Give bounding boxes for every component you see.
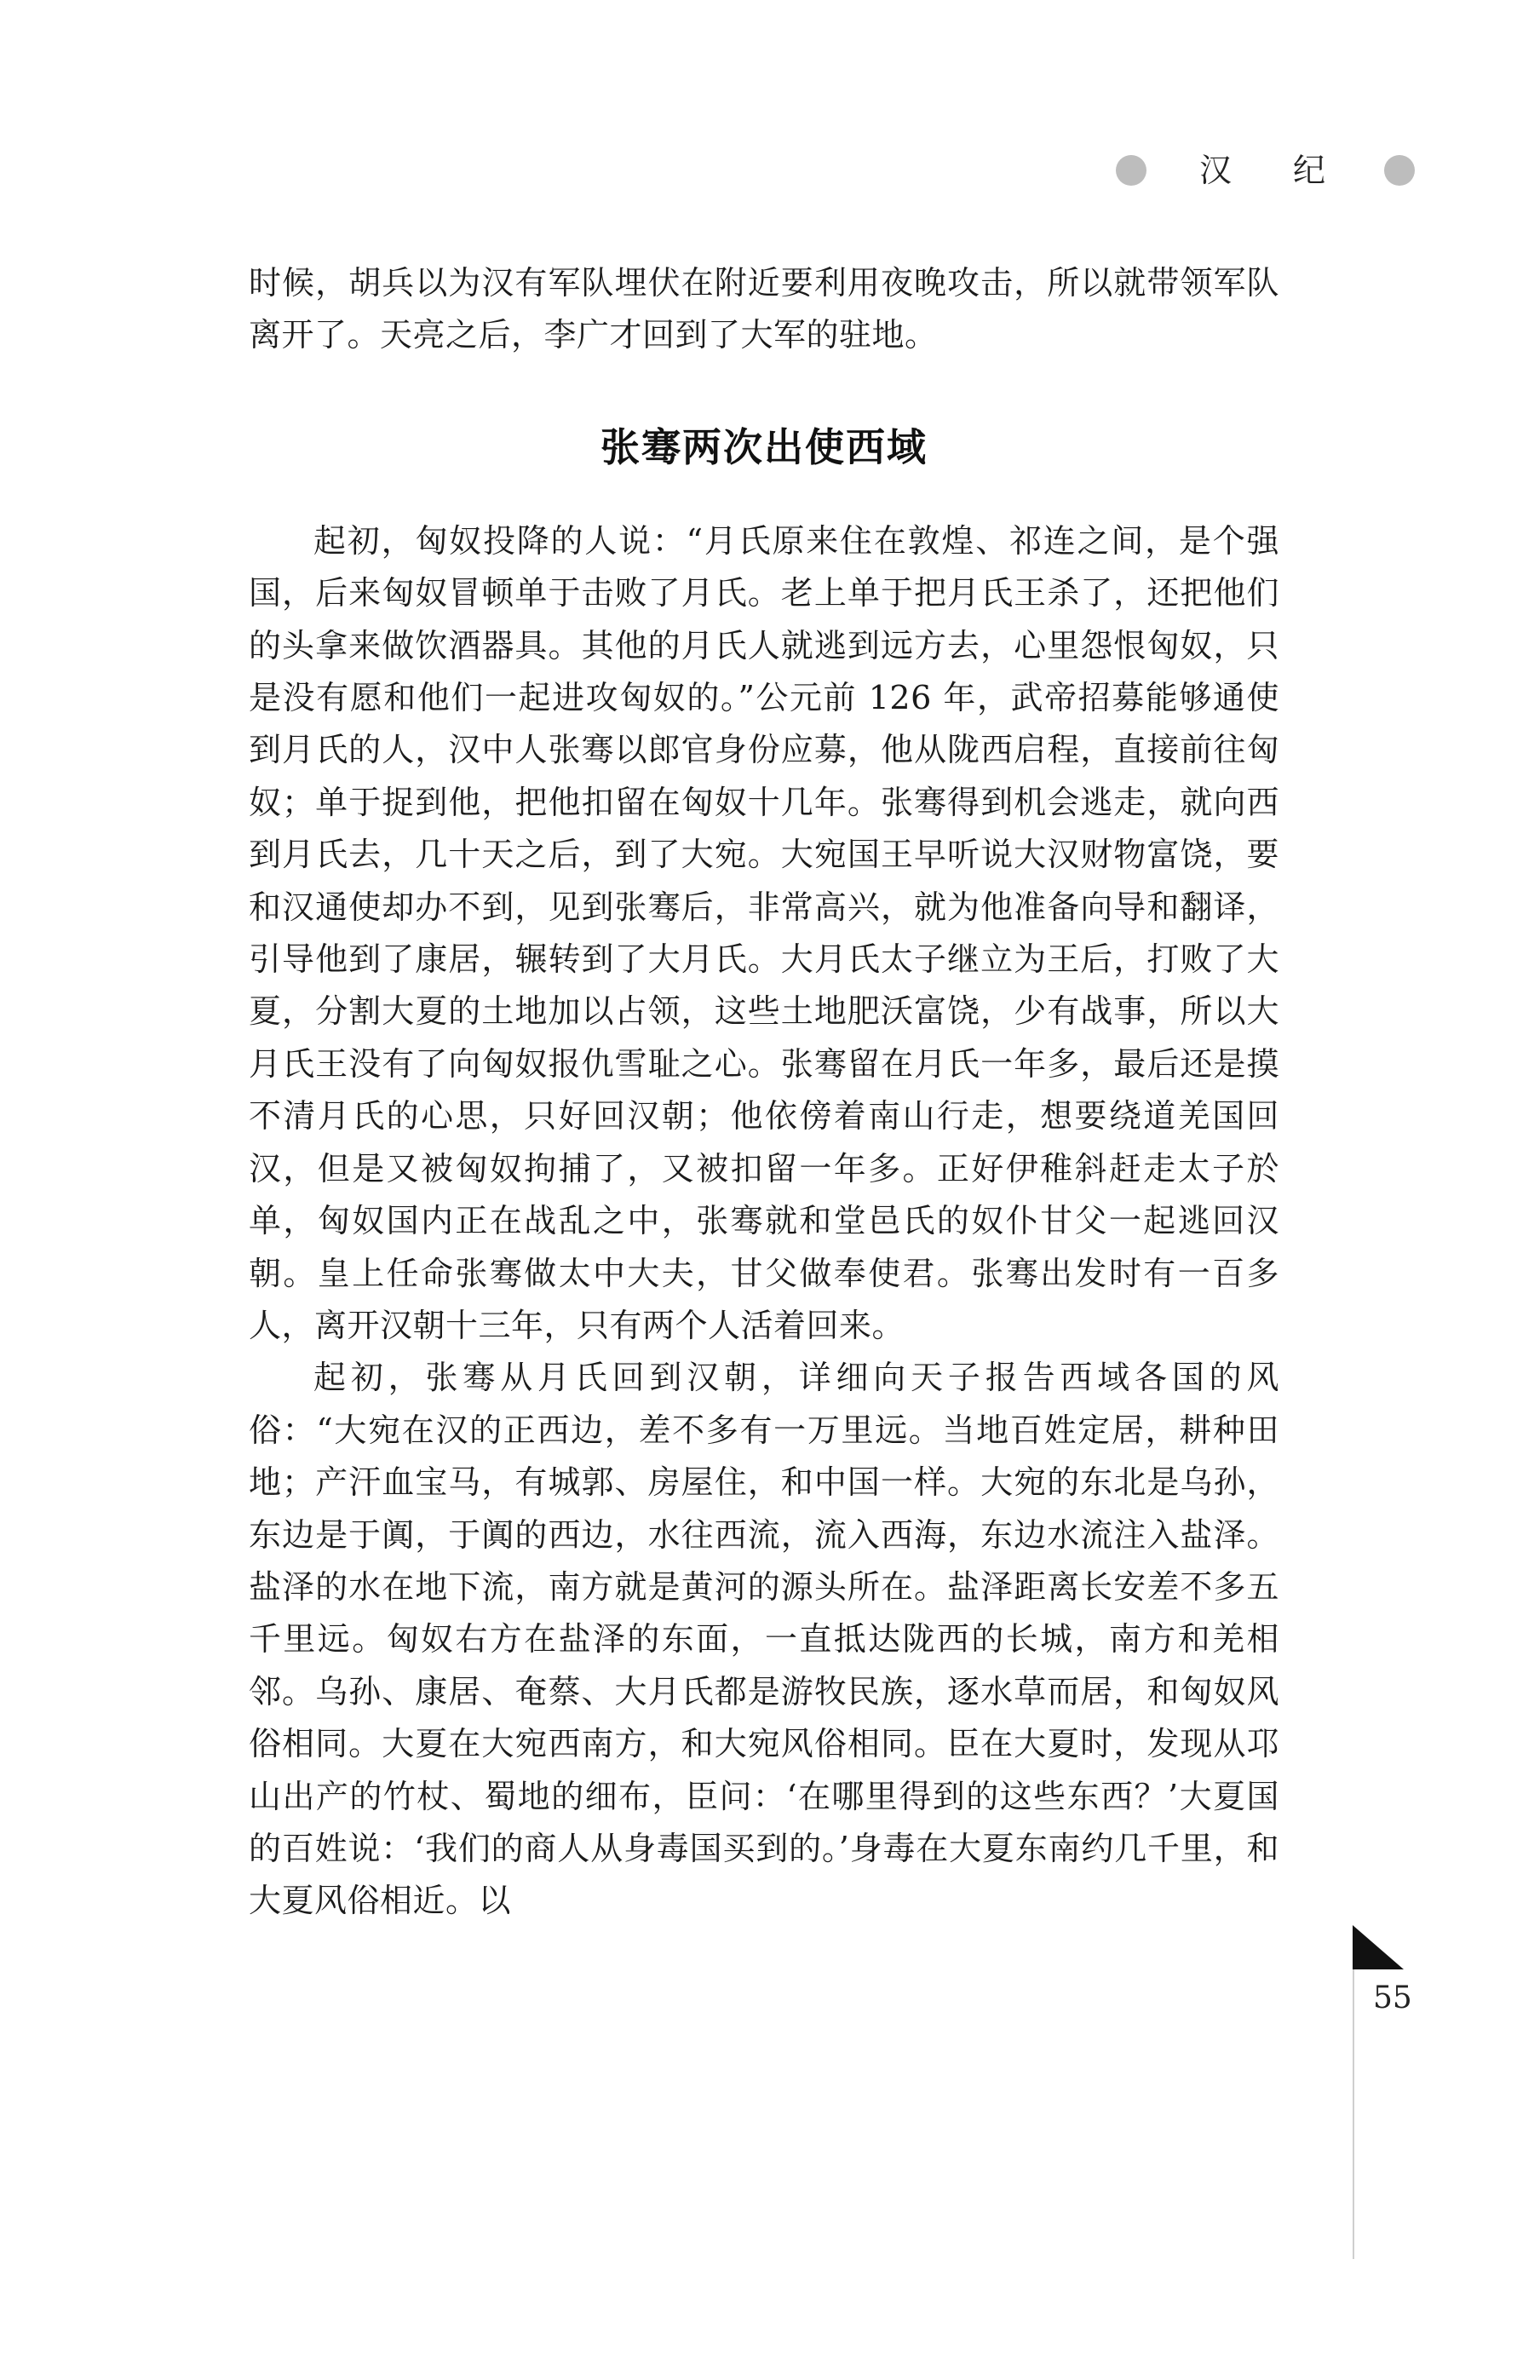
margin-divider xyxy=(1353,1969,1354,2259)
page-number: 55 xyxy=(1373,1980,1412,2015)
page-body xyxy=(249,257,1279,1928)
body-paragraph-2: 起初，张骞从月氏回到汉朝，详细向天子报告西域各国的风俗：“大宛在汉的正西边，差不多有一万里远。当地百姓定居，耕种田地；产汗血宝马，有城郭、房屋住，和中国一样。大宛的东北是乌孙，东边是于阗，于阗的西边，水往西流，流入西海，东边水流注入盐泽。盐泽的水在地下流，南方就是黄河的源头所在。盐泽距离长安差不多五千里远。匈奴右方在盐泽的东面，一直抵达陇西的长城，南方和羌相邻。乌孙、康居、奄蔡、大月氏都是游牧民族，逐水草而居，和匈奴风俗相同。大夏在大宛西南方，和大宛风俗相同。臣在大夏时，发现从邛山出产的竹杖、蜀地的细布，臣问：‘在哪里得到的这些东西？’大夏国的百姓说：‘我们的商人从身毒国买到的。’身毒在大夏东南约几千里，和大夏风俗相近。以 xyxy=(249,1359,1279,1920)
header-dot-right xyxy=(1384,155,1415,186)
running-header xyxy=(1107,143,1431,203)
header-title-char-1: 汉 xyxy=(1199,152,1233,189)
header-title-char-2: 纪 xyxy=(1293,152,1326,189)
body-paragraph-1: 起初，匈奴投降的人说：“月氏原来住在敦煌、祁连之间，是个强国，后来匈奴冒顿单于击败了月氏。老上单于把月氏王杀了，还把他们的头拿来做饮酒器具。其他的月氏人就逃到远方去，心里怨恨匈奴，只是没有愿和他们一起进攻匈奴的。”公元前 126 年，武帝招募能够通使到月氏的人，汉中人张骞以郎官身份应募，他从陇西启程，直接前往匈奴；单于捉到他，把他扣留在匈奴十几年。张骞得到机会逃走，就向西到月氏去，几十天之后，到了大宛。大宛国王早听说大汉财物富饶，要和汉通使却办不到，见到张骞后，非常高兴，就为他准备向导和翻译，引导他到了康居，辗转到了大月氏。大月氏太子继立为王后，打败了大夏，分割大夏的土地加以占领，这些土地肥沃富饶，少有战事，所以大月氏王没有了向匈奴报仇雪耻之心。张骞留在月氏一年多，最后还是摸不清月氏的心思，只好回汉朝；他依傍着南山行走，想要绕道羌国回汉，但是又被匈奴拘捕了，又被扣留一年多。正好伊稚斜赶走太子於单，匈奴国内正在战乱之中，张骞就和堂邑氏的奴仆甘父一起逃回汉朝。皇上任命张骞做太中大夫，甘父做奉使君。张骞出发时有一百多人，离开汉朝十三年，只有两个人活着回来。 xyxy=(249,521,1279,1344)
section-title: 张骞两次出使西域 xyxy=(600,423,928,470)
continuation-paragraph: 时候，胡兵以为汉有军队埋伏在附近要利用夜晚攻击，所以就带领军队离开了。天亮之后，李广才回到了大军的驻地。 xyxy=(249,264,1279,354)
page-corner-marker xyxy=(1353,1925,1404,1969)
header-dot-left xyxy=(1116,155,1146,186)
